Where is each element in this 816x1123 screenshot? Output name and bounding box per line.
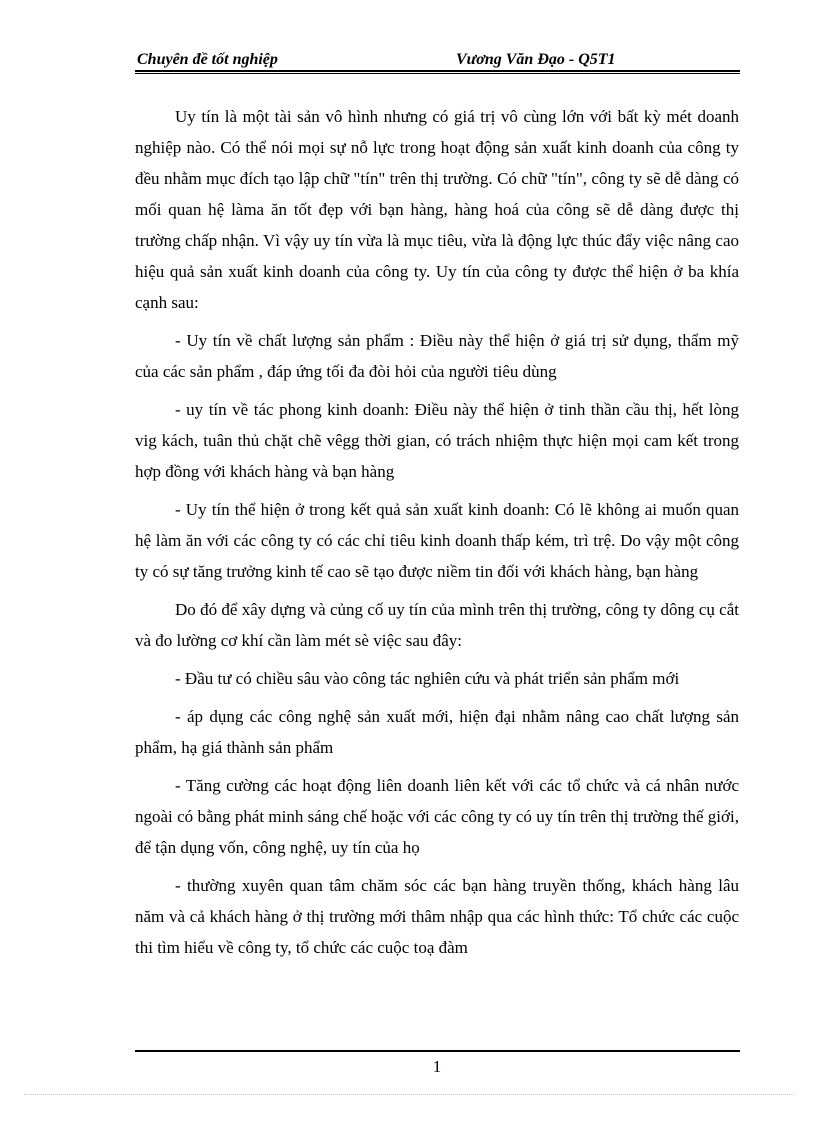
footer-divider xyxy=(135,1050,740,1052)
header-author: Vương Văn Đạo - Q5T1 xyxy=(456,51,616,68)
page-bottom-edge xyxy=(24,1094,794,1095)
paragraph-new-technology: - áp dụng các công nghệ sản xuất mới, hiện đại nhằm nâng cao chất lượng sản phẩm, hạ giá thành sản phẩm xyxy=(135,707,739,757)
paragraph-customer-care: - thường xuyên quan tâm chăm sóc các bạn hàng truyền thống, khách hàng lâu năm và cả khách hàng ở thị trường mới thâm nhập qua các hình thức: Tổ chức các cuộc thi tìm hiểu về công ty, tổ chức các cuộc toạ đàm xyxy=(135,876,739,957)
header-title: Chuyên đề tốt nghiệp xyxy=(137,51,278,68)
paragraph-results: - Uy tín thể hiện ở trong kết quả sản xuất kinh doanh: Có lẽ không ai muốn quan hệ làm ăn với các công ty có các chỉ tiêu kinh doanh thấp kém, trì trệ. Do vậy một công ty có sự tăng trưởng kinh tế cao sẽ tạo được niềm tin đối với khách hàng, bạn hàng xyxy=(135,500,739,581)
paragraph-intro: Uy tín là một tài sản vô hình nhưng có giá trị vô cùng lớn với bất kỳ mét doanh nghiệp nào. Có thể nói mọi sự nỗ lực trong hoạt động sản xuất kinh doanh của công ty đều nhằm mục đích tạo lập chữ "tín" trên thị trường. Có chữ "tín", công ty sẽ dễ dàng có mối quan hệ làma ăn tốt đẹp với bạn hàng, hàng hoá của công sẽ dễ dàng được thị trường chấp nhận. Vì vậy uy tín vừa là mục tiêu, vừa là động lực thúc đẩy việc nâng cao hiệu quả sản xuất kinh doanh của công ty. Uy tín của công ty được thể hiện ở ba khía cạnh sau: xyxy=(135,107,739,312)
paragraph-business-style: - uy tín về tác phong kinh doanh: Điều này thể hiện ở tinh thần cầu thị, hết lòng vig kách, tuân thủ chặt chẽ vêgg thời gian, có trách nhiệm thực hiện mọi cam kết trong hợp đồng với khách hàng và bạn hàng xyxy=(135,400,739,481)
paragraph-joint-ventures: - Tăng cường các hoạt động liên doanh liên kết với các tổ chức và cá nhân nước ngoài có bằng phát minh sáng chế hoặc với các công ty có uy tín trên thị trường thế giới, để tận dụng vốn, công nghệ, uy tín của họ xyxy=(135,776,739,857)
paragraph-quality: - Uy tín về chất lượng sản phẩm : Điều này thể hiện ở giá trị sử dụng, thẩm mỹ của các sản phẩm , đáp ứng tối đa đòi hỏi của người tiêu dùng xyxy=(135,331,739,381)
document-body xyxy=(135,101,739,970)
page-number: 1 xyxy=(432,1057,442,1076)
page-header xyxy=(135,48,740,72)
header-divider xyxy=(135,70,740,74)
paragraph-invest-research: - Đầu tư có chiều sâu vào công tác nghiên cứu và phát triển sản phẩm mới xyxy=(175,669,680,688)
paragraph-therefore: Do đó để xây dựng và củng cố uy tín của mình trên thị trường, công ty dông cụ cắt và đo lường cơ khí cần làm mét sè việc sau đây: xyxy=(135,600,739,650)
